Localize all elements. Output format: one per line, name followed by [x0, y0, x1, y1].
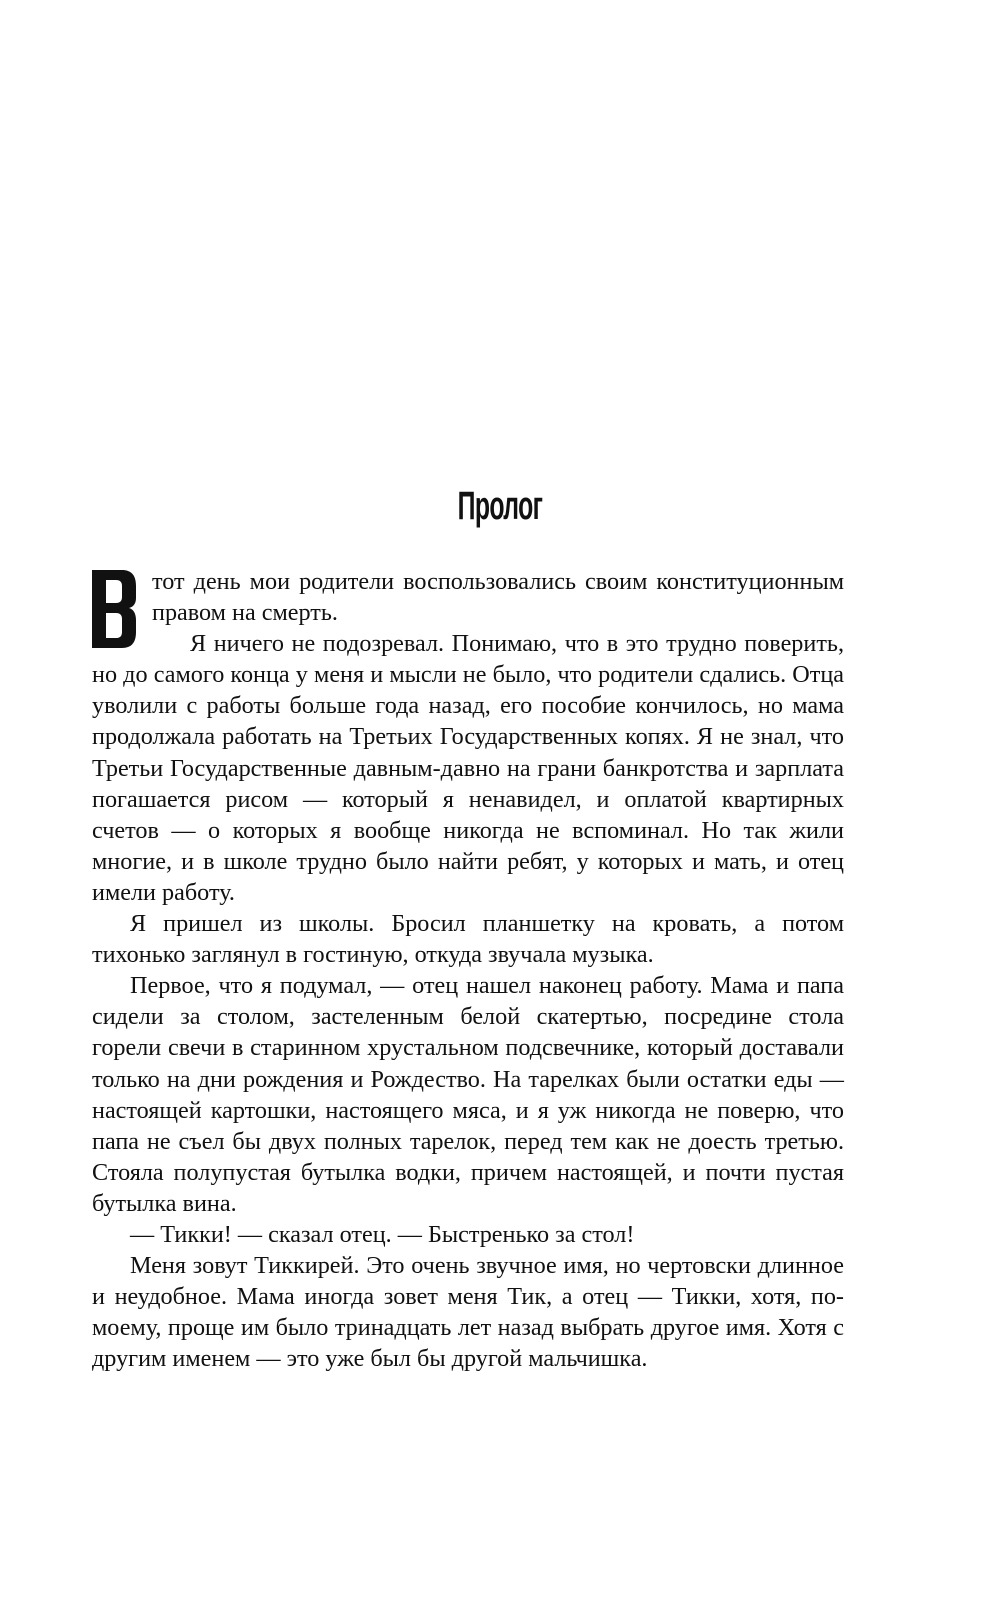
paragraph-2: Я ничего не подозревал. Понимаю, что в это трудно поверить, но до самого конца у меня и мысли не было, что родители сдались. Отца уволили с работы больше года назад, его пособие кончилось, но мама продолжала работать на Третьих Государственных копях. Я не знал, что Третьи Государственные давным-давно на грани банкротства и зарплата погашается рисом — который я ненавидел, и оплатой квартирных счетов — о которых я вообще никогда не вспоминал. Но так жили многие, и в школе трудно было найти ребят, у которых и мать, и отец имели работу. [92, 630, 844, 906]
paragraph-1-text: тот день мои родители воспользовались своим конституционным правом на смерть. [152, 568, 844, 627]
paragraph-6: Меня зовут Тиккирей. Это очень звучное имя, но чертовски длинное и неудобное. Мама иногда зовет меня Тик, а отец — Тикки, хотя, по-моему, проще им было тринадцать лет назад выбрать другое имя. Хотя с другим именем — это уже был бы другой мальчишка. [92, 1252, 844, 1373]
drop-cap-glyph-icon [92, 570, 136, 648]
paragraph-1 [92, 566, 844, 628]
paragraph-4: Первое, что я подумал, — отец нашел наконец работу. Мама и папа сидели за столом, застеленным белой скатертью, посредине стола горели свечи в старинном хрустальном подсвечнике, который доставали только на дни рождения и Рождество. На тарелках были остатки еды — настоящей картошки, настоящего мяса, и я уж никогда не поверю, что папа не съел бы двух полных тарелок, перед тем как не доесть третью. Стояла полупустая бутылка водки, причем настоящей, и почти пустая бутылка вина. [92, 972, 844, 1217]
paragraph-5: — Тикки! — сказал отец. — Быстренько за стол! [130, 1220, 635, 1248]
paragraph-3: Я пришел из школы. Бросил планшетку на кровать, а потом тихонько заглянул в гостиную, откуда звучала музыка. [92, 910, 844, 969]
drop-cap [92, 570, 136, 648]
text-body [92, 566, 844, 1374]
chapter-title: Пролог [457, 484, 543, 528]
